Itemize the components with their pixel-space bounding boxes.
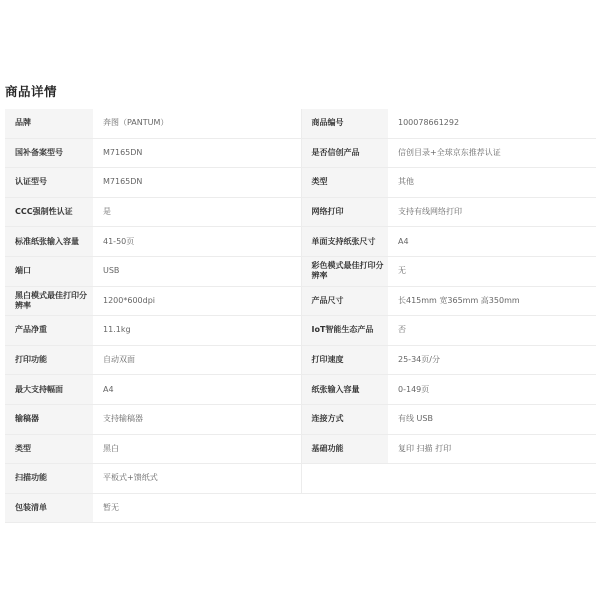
spec-value: 其他 — [388, 168, 596, 198]
spec-row — [5, 316, 596, 346]
spec-label: 端口 — [5, 256, 93, 286]
spec-label: 网络打印 — [301, 197, 388, 227]
spec-value: 平板式+馈纸式 — [93, 464, 301, 494]
spec-label: 纸张输入容量 — [301, 375, 388, 405]
spec-label: 彩色模式最佳打印分辨率 — [301, 256, 388, 286]
spec-label: 认证型号 — [5, 168, 93, 198]
spec-label: 扫描功能 — [5, 464, 93, 494]
spec-value: 自动双面 — [93, 345, 301, 375]
spec-value: 1200*600dpi — [93, 286, 301, 316]
spec-label: 基础功能 — [301, 434, 388, 464]
spec-label: 是否信创产品 — [301, 138, 388, 168]
spec-value: 支持有线网络打印 — [388, 197, 596, 227]
spec-value: 25-34页/分 — [388, 345, 596, 375]
spec-label: 产品尺寸 — [301, 286, 388, 316]
spec-label: 打印速度 — [301, 345, 388, 375]
spec-label: 品牌 — [5, 109, 93, 138]
spec-empty-cell — [388, 493, 596, 523]
spec-value: 黑白 — [93, 434, 301, 464]
spec-row — [5, 168, 596, 198]
spec-empty-cell — [388, 464, 596, 494]
spec-value: 无 — [388, 256, 596, 286]
spec-label: CCC强制性认证 — [5, 197, 93, 227]
spec-value: M7165DN — [93, 168, 301, 198]
spec-empty-cell — [301, 464, 388, 494]
spec-value: 信创目录+全球京东推荐认证 — [388, 138, 596, 168]
spec-label: IoT智能生态产品 — [301, 316, 388, 346]
spec-label: 黑白模式最佳打印分辨率 — [5, 286, 93, 316]
spec-value: M7165DN — [93, 138, 301, 168]
spec-label: 标准纸张输入容量 — [5, 227, 93, 257]
spec-label: 单面支持纸张尺寸 — [301, 227, 388, 257]
spec-row — [5, 286, 596, 316]
spec-empty-cell — [301, 493, 388, 523]
spec-label: 打印功能 — [5, 345, 93, 375]
spec-row — [5, 109, 596, 138]
spec-row — [5, 227, 596, 257]
spec-value: 支持输稿器 — [93, 404, 301, 434]
spec-row — [5, 375, 596, 405]
spec-label: 国补备案型号 — [5, 138, 93, 168]
spec-label: 包装清单 — [5, 493, 93, 523]
spec-row — [5, 256, 596, 286]
section-title: 商品详情 — [5, 84, 58, 99]
spec-value: 奔图（PANTUM） — [93, 109, 301, 138]
spec-value: 0-149页 — [388, 375, 596, 405]
spec-row — [5, 434, 596, 464]
spec-value: 暂无 — [93, 493, 301, 523]
spec-row — [5, 404, 596, 434]
spec-value: 否 — [388, 316, 596, 346]
spec-row — [5, 345, 596, 375]
spec-label: 输稿器 — [5, 404, 93, 434]
spec-label: 连接方式 — [301, 404, 388, 434]
spec-value: 复印 扫描 打印 — [388, 434, 596, 464]
spec-row — [5, 138, 596, 168]
spec-value: A4 — [93, 375, 301, 405]
spec-row — [5, 197, 596, 227]
spec-value: 41-50页 — [93, 227, 301, 257]
spec-row — [5, 493, 596, 523]
spec-value: 11.1kg — [93, 316, 301, 346]
spec-label: 产品净重 — [5, 316, 93, 346]
spec-value: USB — [93, 256, 301, 286]
spec-value: 100078661292 — [388, 109, 596, 138]
spec-row — [5, 464, 596, 494]
spec-label: 类型 — [5, 434, 93, 464]
spec-label: 最大支持幅面 — [5, 375, 93, 405]
spec-value: 是 — [93, 197, 301, 227]
spec-value: 长415mm 宽365mm 高350mm — [388, 286, 596, 316]
spec-value: A4 — [388, 227, 596, 257]
spec-label: 商品编号 — [301, 109, 388, 138]
spec-value: 有线 USB — [388, 404, 596, 434]
spec-label: 类型 — [301, 168, 388, 198]
product-spec-table — [5, 109, 596, 523]
